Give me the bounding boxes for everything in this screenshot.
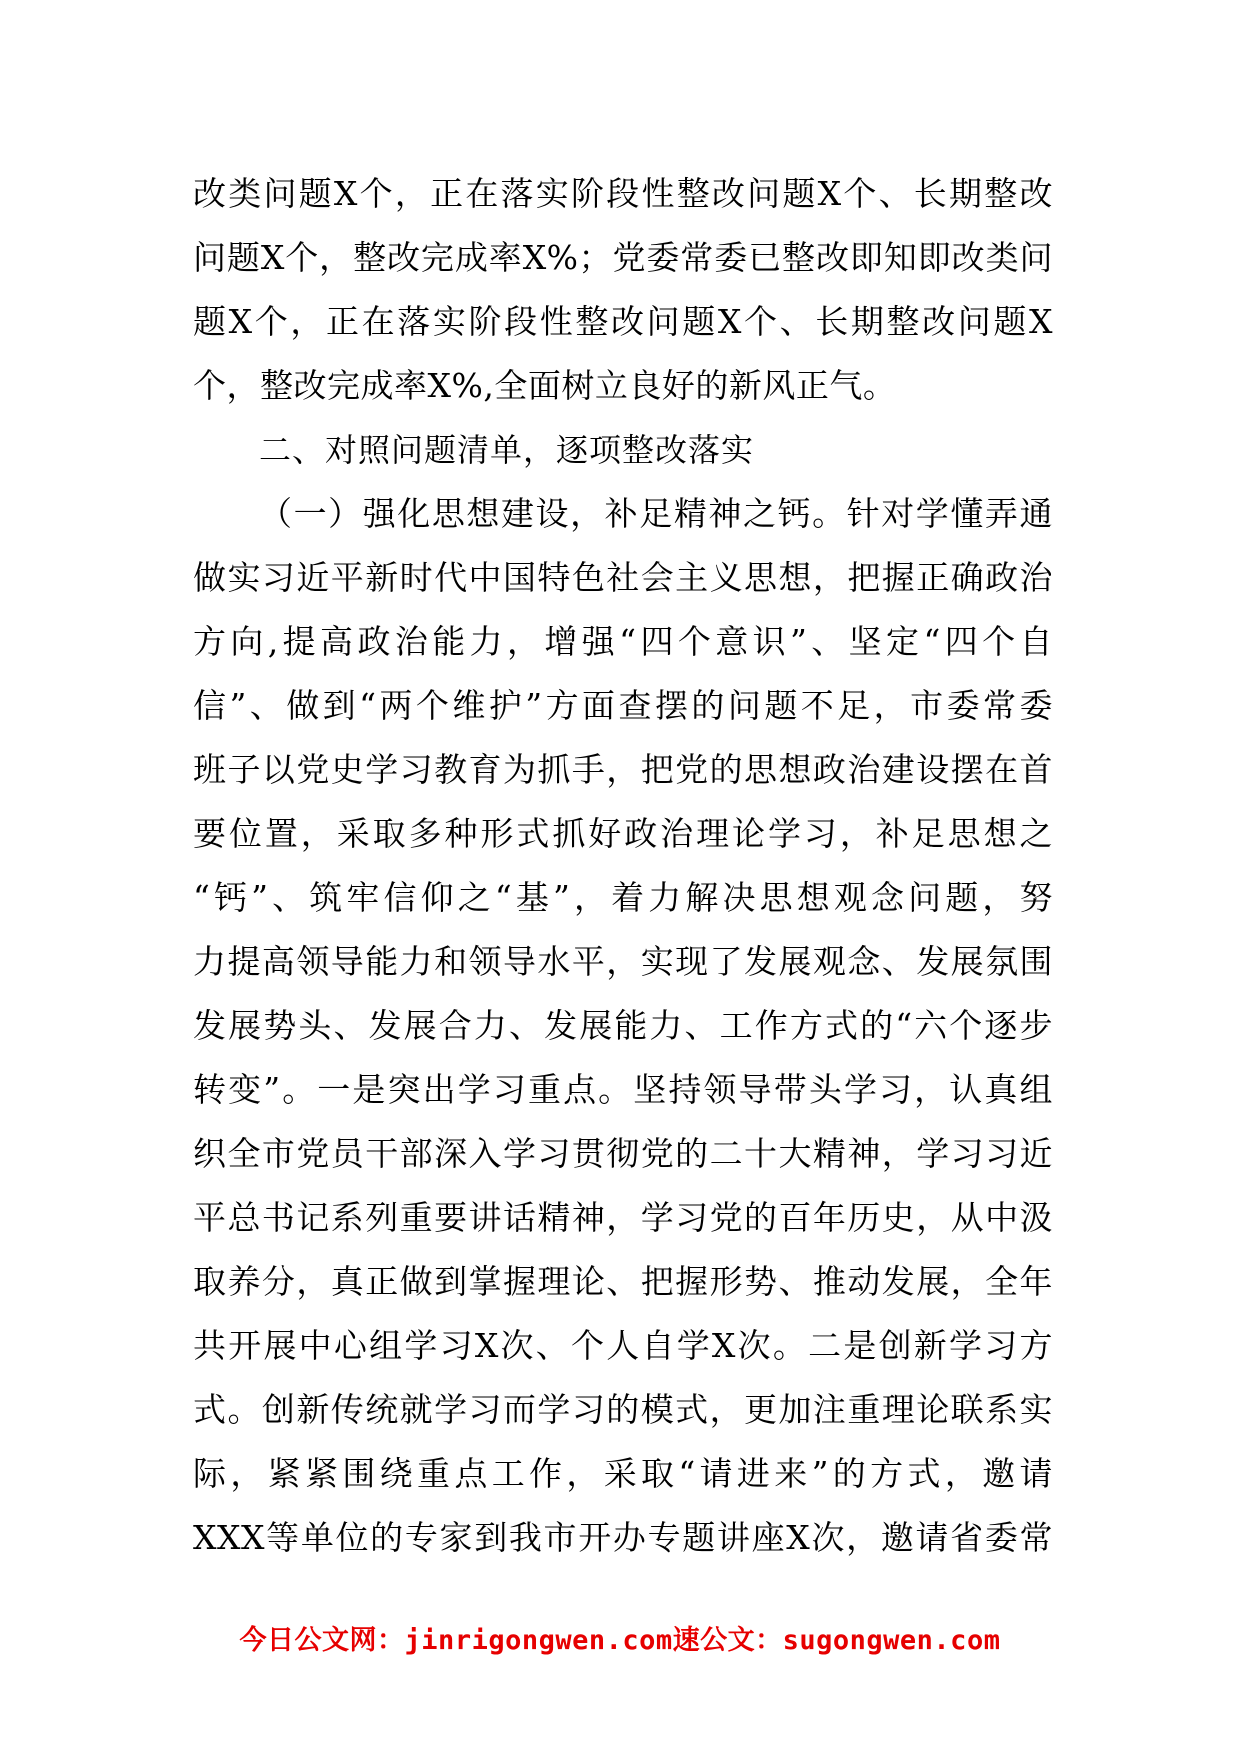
body-line: 改类问题X个，正在落实阶段性整改问题X个、长期整改: [193, 174, 1053, 213]
body-line: “钙”、筑牢信仰之“基”，着力解决思想观念问题，努: [193, 878, 1053, 917]
footer-watermark: 今日公文网：jinrigongwen.com速公文：sugongwen.com: [239, 1625, 1001, 1656]
body-line: 取养分，真正做到掌握理论、把握形势、推动发展，全年: [193, 1262, 1053, 1301]
document-body: [193, 162, 1053, 1570]
body-line: 信”、做到“两个维护”方面查摆的问题不足，市委常委: [193, 686, 1053, 725]
body-line: 力提高领导能力和领导水平，实现了发展观念、发展氛围: [193, 942, 1053, 981]
body-line: 问题X个，整改完成率X%；党委常委已整改即知即改类问: [193, 238, 1053, 277]
body-line: 发展势头、发展合力、发展能力、工作方式的“六个逐步: [193, 1006, 1053, 1045]
body-line: 方向,提高政治能力，增强“四个意识”、坚定“四个自: [193, 622, 1053, 661]
body-line: 织全市党员干部深入学习贯彻党的二十大精神，学习习近: [193, 1134, 1053, 1173]
body-line: XXX等单位的专家到我市开办专题讲座X次，邀请省委常: [193, 1518, 1053, 1557]
body-line: 际，紧紧围绕重点工作，采取“请进来”的方式，邀请: [193, 1454, 1053, 1493]
body-line: 做实习近平新时代中国特色社会主义思想，把握正确政治: [193, 558, 1053, 597]
body-line: 要位置，采取多种形式抓好政治理论学习，补足思想之: [193, 814, 1053, 853]
body-line: 题X个，正在落实阶段性整改问题X个、长期整改问题X: [193, 302, 1053, 341]
body-line: （一）强化思想建设，补足精神之钙。针对学懂弄通: [259, 494, 1053, 533]
body-line: 平总书记系列重要讲话精神，学习党的百年历史，从中汲: [193, 1198, 1053, 1237]
body-line: 转变”。一是突出学习重点。坚持领导带头学习，认真组: [193, 1070, 1053, 1109]
body-line: 式。创新传统就学习而学习的模式，更加注重理论联系实: [193, 1390, 1053, 1429]
body-line: 个，整改完成率X%,全面树立良好的新风正气。: [193, 366, 897, 405]
body-line: 班子以党史学习教育为抓手，把党的思想政治建设摆在首: [193, 750, 1053, 789]
section-heading: 二、对照问题清单，逐项整改落实: [259, 431, 755, 469]
body-line: 共开展中心组学习X次、个人自学X次。二是创新学习方: [193, 1326, 1053, 1365]
